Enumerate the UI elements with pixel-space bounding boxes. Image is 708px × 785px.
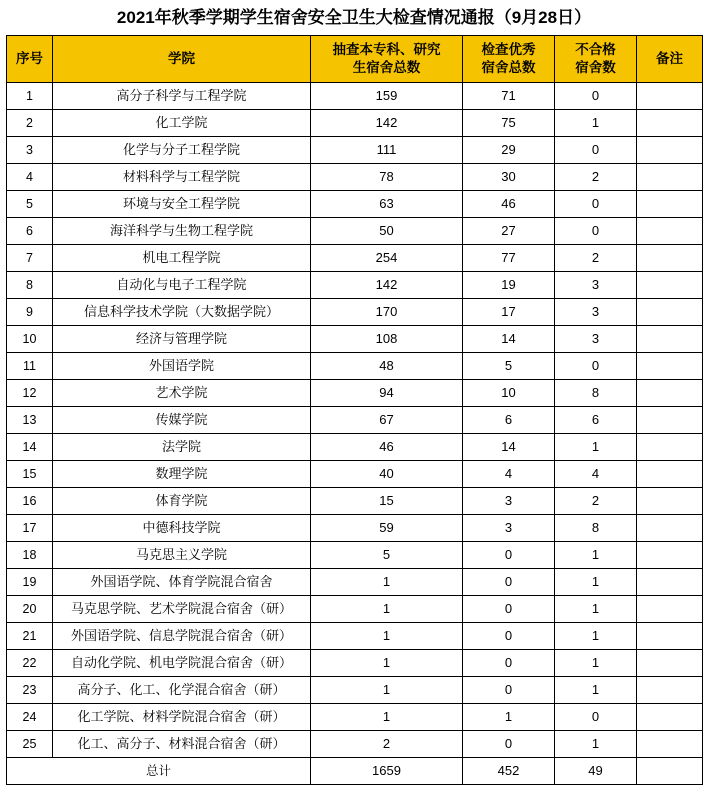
cell-excellent: 0 <box>463 677 555 704</box>
cell-note <box>637 515 703 542</box>
cell-excellent: 3 <box>463 488 555 515</box>
cell-total: 2 <box>311 731 463 758</box>
table-row <box>7 83 703 110</box>
cell-unqualified: 1 <box>555 596 637 623</box>
header-college: 学院 <box>53 36 311 83</box>
cell-excellent: 5 <box>463 353 555 380</box>
header-total-line2: 生宿舍总数 <box>352 60 421 76</box>
cell-college: 外国语学院、体育学院混合宿舍 <box>53 569 311 596</box>
cell-total: 78 <box>311 164 463 191</box>
table-row <box>7 542 703 569</box>
cell-total: 59 <box>311 515 463 542</box>
cell-total: 159 <box>311 83 463 110</box>
cell-no: 16 <box>7 488 53 515</box>
table-row <box>7 461 703 488</box>
cell-note <box>637 218 703 245</box>
cell-note <box>637 461 703 488</box>
cell-total: 1 <box>311 623 463 650</box>
cell-total: 48 <box>311 353 463 380</box>
cell-no: 15 <box>7 461 53 488</box>
cell-total: 170 <box>311 299 463 326</box>
cell-no: 25 <box>7 731 53 758</box>
cell-no: 8 <box>7 272 53 299</box>
cell-no: 5 <box>7 191 53 218</box>
cell-total: 108 <box>311 326 463 353</box>
cell-note <box>637 488 703 515</box>
cell-college: 信息科学技术学院（大数据学院） <box>53 299 311 326</box>
cell-note <box>637 272 703 299</box>
header-unqualified-line2: 宿舍数 <box>575 60 616 76</box>
cell-excellent: 0 <box>463 650 555 677</box>
cell-unqualified: 1 <box>555 731 637 758</box>
cell-no: 11 <box>7 353 53 380</box>
cell-unqualified: 0 <box>555 137 637 164</box>
cell-no: 17 <box>7 515 53 542</box>
cell-unqualified: 1 <box>555 623 637 650</box>
cell-note <box>637 110 703 137</box>
cell-total: 254 <box>311 245 463 272</box>
cell-no: 23 <box>7 677 53 704</box>
cell-no: 13 <box>7 407 53 434</box>
cell-note <box>637 569 703 596</box>
cell-note <box>637 164 703 191</box>
cell-total: 1 <box>311 650 463 677</box>
cell-excellent: 77 <box>463 245 555 272</box>
cell-total: 1 <box>311 704 463 731</box>
cell-unqualified: 6 <box>555 407 637 434</box>
table-row <box>7 299 703 326</box>
cell-college: 自动化与电子工程学院 <box>53 272 311 299</box>
cell-note <box>637 137 703 164</box>
cell-total: 46 <box>311 434 463 461</box>
cell-unqualified: 2 <box>555 488 637 515</box>
cell-total: 142 <box>311 272 463 299</box>
cell-unqualified: 0 <box>555 218 637 245</box>
summary-label: 总计 <box>7 758 311 785</box>
cell-note <box>637 326 703 353</box>
table-row <box>7 137 703 164</box>
cell-note <box>637 353 703 380</box>
table-row <box>7 326 703 353</box>
cell-excellent: 29 <box>463 137 555 164</box>
cell-total: 5 <box>311 542 463 569</box>
cell-unqualified: 1 <box>555 434 637 461</box>
table-row <box>7 488 703 515</box>
cell-note <box>637 542 703 569</box>
header-unqualified-line1: 不合格 <box>575 42 616 58</box>
page-title: 2021年秋季学期学生宿舍安全卫生大检查情况通报（9月28日） <box>116 8 592 27</box>
cell-college: 机电工程学院 <box>53 245 311 272</box>
header-row <box>7 36 703 83</box>
cell-college: 化学与分子工程学院 <box>53 137 311 164</box>
table-row <box>7 110 703 137</box>
cell-no: 7 <box>7 245 53 272</box>
cell-excellent: 0 <box>463 569 555 596</box>
cell-college: 环境与安全工程学院 <box>53 191 311 218</box>
table-row <box>7 191 703 218</box>
cell-no: 2 <box>7 110 53 137</box>
cell-no: 22 <box>7 650 53 677</box>
header-excellent <box>463 36 555 83</box>
cell-total: 94 <box>311 380 463 407</box>
cell-excellent: 0 <box>463 596 555 623</box>
cell-note <box>637 83 703 110</box>
cell-unqualified: 1 <box>555 569 637 596</box>
table-row <box>7 353 703 380</box>
table-row <box>7 164 703 191</box>
cell-no: 12 <box>7 380 53 407</box>
cell-no: 19 <box>7 569 53 596</box>
cell-college: 化工、高分子、材料混合宿舍（研） <box>53 731 311 758</box>
cell-no: 10 <box>7 326 53 353</box>
table-row <box>7 218 703 245</box>
cell-college: 高分子科学与工程学院 <box>53 83 311 110</box>
cell-unqualified: 1 <box>555 542 637 569</box>
cell-excellent: 75 <box>463 110 555 137</box>
table-row <box>7 704 703 731</box>
cell-unqualified: 8 <box>555 515 637 542</box>
header-excellent-line1: 检查优秀 <box>481 42 536 58</box>
table-body <box>7 83 703 785</box>
table-row <box>7 677 703 704</box>
header-excellent-line2: 宿舍总数 <box>481 60 536 76</box>
cell-note <box>637 380 703 407</box>
summary-unqualified: 49 <box>555 758 637 785</box>
summary-excellent: 452 <box>463 758 555 785</box>
cell-total: 111 <box>311 137 463 164</box>
summary-note <box>637 758 703 785</box>
cell-total: 63 <box>311 191 463 218</box>
cell-excellent: 0 <box>463 542 555 569</box>
cell-college: 自动化学院、机电学院混合宿舍（研） <box>53 650 311 677</box>
cell-unqualified: 2 <box>555 245 637 272</box>
cell-college: 外国语学院、信息学院混合宿舍（研） <box>53 623 311 650</box>
cell-no: 1 <box>7 83 53 110</box>
table-row <box>7 434 703 461</box>
cell-total: 1 <box>311 569 463 596</box>
header-total-line1: 抽查本专科、研究 <box>332 42 441 58</box>
cell-college: 法学院 <box>53 434 311 461</box>
cell-college: 海洋科学与生物工程学院 <box>53 218 311 245</box>
cell-unqualified: 3 <box>555 299 637 326</box>
cell-note <box>637 407 703 434</box>
cell-college: 数理学院 <box>53 461 311 488</box>
cell-total: 40 <box>311 461 463 488</box>
cell-total: 1 <box>311 677 463 704</box>
cell-note <box>637 704 703 731</box>
cell-college: 体育学院 <box>53 488 311 515</box>
cell-no: 14 <box>7 434 53 461</box>
cell-unqualified: 8 <box>555 380 637 407</box>
cell-note <box>637 677 703 704</box>
cell-note <box>637 434 703 461</box>
cell-no: 24 <box>7 704 53 731</box>
header-total <box>311 36 463 83</box>
cell-unqualified: 0 <box>555 83 637 110</box>
cell-unqualified: 1 <box>555 110 637 137</box>
cell-no: 6 <box>7 218 53 245</box>
cell-note <box>637 191 703 218</box>
table-row <box>7 596 703 623</box>
table-row <box>7 380 703 407</box>
header-note: 备注 <box>637 36 703 83</box>
cell-total: 15 <box>311 488 463 515</box>
cell-note <box>637 596 703 623</box>
cell-unqualified: 4 <box>555 461 637 488</box>
cell-college: 外国语学院 <box>53 353 311 380</box>
cell-excellent: 14 <box>463 434 555 461</box>
cell-college: 化工学院、材料学院混合宿舍（研） <box>53 704 311 731</box>
table-row <box>7 569 703 596</box>
cell-note <box>637 245 703 272</box>
cell-total: 67 <box>311 407 463 434</box>
cell-excellent: 10 <box>463 380 555 407</box>
cell-excellent: 14 <box>463 326 555 353</box>
cell-unqualified: 1 <box>555 650 637 677</box>
table-row <box>7 515 703 542</box>
cell-note <box>637 650 703 677</box>
table-row <box>7 245 703 272</box>
cell-college: 传媒学院 <box>53 407 311 434</box>
cell-unqualified: 3 <box>555 326 637 353</box>
cell-total: 50 <box>311 218 463 245</box>
summary-row <box>7 758 703 785</box>
cell-college: 经济与管理学院 <box>53 326 311 353</box>
cell-excellent: 3 <box>463 515 555 542</box>
cell-unqualified: 0 <box>555 704 637 731</box>
table-row <box>7 272 703 299</box>
cell-unqualified: 0 <box>555 191 637 218</box>
cell-note <box>637 299 703 326</box>
cell-excellent: 46 <box>463 191 555 218</box>
table-row <box>7 650 703 677</box>
header-no: 序号 <box>7 36 53 83</box>
cell-excellent: 1 <box>463 704 555 731</box>
dormitory-inspection-table <box>6 35 703 785</box>
cell-college: 高分子、化工、化学混合宿舍（研） <box>53 677 311 704</box>
cell-excellent: 27 <box>463 218 555 245</box>
cell-college: 艺术学院 <box>53 380 311 407</box>
cell-total: 1 <box>311 596 463 623</box>
cell-no: 4 <box>7 164 53 191</box>
cell-no: 21 <box>7 623 53 650</box>
cell-excellent: 0 <box>463 731 555 758</box>
cell-excellent: 6 <box>463 407 555 434</box>
table-row <box>7 731 703 758</box>
cell-excellent: 71 <box>463 83 555 110</box>
summary-total: 1659 <box>311 758 463 785</box>
cell-college: 中德科技学院 <box>53 515 311 542</box>
cell-note <box>637 623 703 650</box>
cell-no: 9 <box>7 299 53 326</box>
cell-no: 3 <box>7 137 53 164</box>
cell-excellent: 30 <box>463 164 555 191</box>
cell-college: 材料科学与工程学院 <box>53 164 311 191</box>
cell-note <box>637 731 703 758</box>
cell-unqualified: 3 <box>555 272 637 299</box>
cell-excellent: 17 <box>463 299 555 326</box>
table-row <box>7 623 703 650</box>
table-header <box>7 36 703 83</box>
header-unqualified <box>555 36 637 83</box>
cell-excellent: 19 <box>463 272 555 299</box>
cell-total: 142 <box>311 110 463 137</box>
cell-excellent: 0 <box>463 623 555 650</box>
cell-unqualified: 0 <box>555 353 637 380</box>
cell-college: 马克思学院、艺术学院混合宿舍（研） <box>53 596 311 623</box>
cell-unqualified: 1 <box>555 677 637 704</box>
cell-college: 化工学院 <box>53 110 311 137</box>
cell-no: 18 <box>7 542 53 569</box>
cell-no: 20 <box>7 596 53 623</box>
table-row <box>7 407 703 434</box>
cell-college: 马克思主义学院 <box>53 542 311 569</box>
cell-unqualified: 2 <box>555 164 637 191</box>
cell-excellent: 4 <box>463 461 555 488</box>
